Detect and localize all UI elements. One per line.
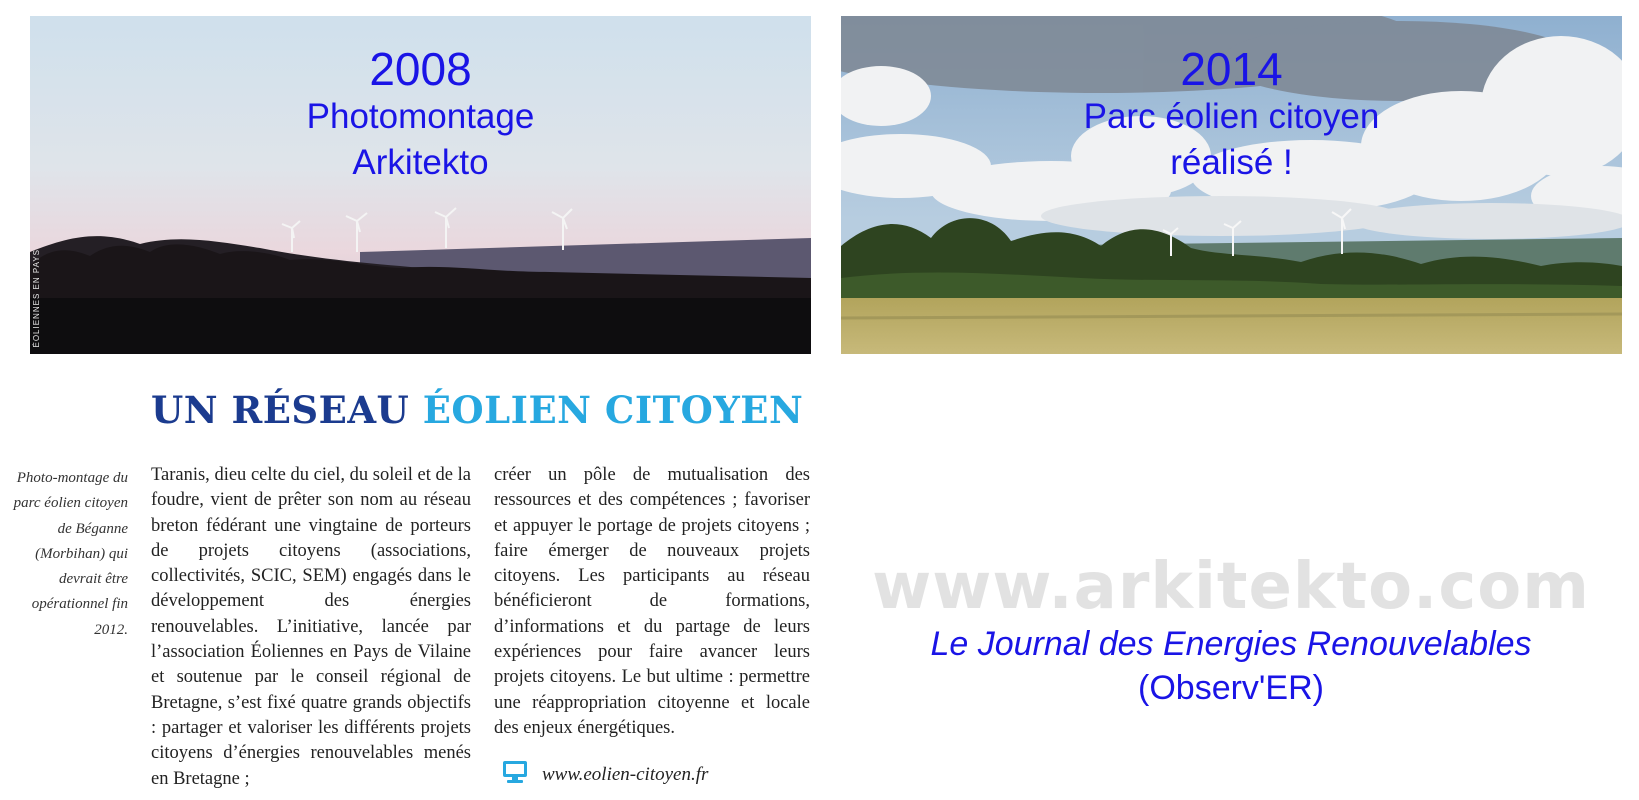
article-url-link[interactable]: www.eolien-citoyen.fr	[542, 763, 709, 785]
photo-2014-title-line2: réalisé !	[1170, 143, 1293, 182]
photo-credit: ÉOLIENNES EN PAYS	[32, 249, 41, 348]
article-weblink[interactable]	[502, 760, 708, 789]
photo-2008-title-overlay	[30, 44, 811, 186]
photo-2008-year: 2008	[369, 43, 472, 95]
photo-2014-year: 2014	[1180, 43, 1283, 95]
photo-2014-image	[841, 16, 1622, 354]
photo-2014-title-line1: Parc éolien citoyen	[1083, 97, 1380, 136]
article-column-2: créer un pôle de mutualisation des ressources et des compétences ; favoriser et appuyer le portage de projets citoyens ; faire émerger de nouveaux projets citoyens. Les participants au réseau bénéficieront de formations, d’informations et du partage de leurs expériences pour faire avancer leurs projets citoyens. Le but ultime : permettre une réappropriation citoyenne et locale des enjeux énergétiques.	[494, 465, 810, 738]
article-column-1: Taranis, dieu celte du ciel, du soleil et de la foudre, vient de prêter son nom au réseau breton fédérant une vingtaine de porteurs de projets citoyens (associations, collectivités, SCIC, SEM) engagés dans le développement des énergies renouvelables. L’initiative, lancée par l’association Éoliennes en Pays de Vilaine et soutenue par le conseil régional de Bretagne, s’est fixé quatre grands objectifs : partager et valoriser les différents projets citoyens d’énergies renouvelables menés en Bretagne ;	[151, 465, 471, 789]
photo-2014-title-overlay	[841, 44, 1622, 186]
journal-name: Le Journal des Energies Renouvelables	[930, 625, 1532, 663]
photo-2008-title-line2: Arkitekto	[352, 143, 489, 182]
computer-icon	[502, 760, 528, 789]
photo-2008-title-line1: Photomontage	[306, 97, 535, 136]
article-headline	[151, 388, 803, 432]
journal-abbreviation: (Observ'ER)	[1138, 669, 1324, 707]
journal-credit	[843, 622, 1619, 710]
photomontage-2008-image	[30, 16, 811, 354]
photo-caption: Photo-montage du parc éolien citoyen de Béganne (Morbihan) qui devrait être opérationnel fin 2012.	[13, 470, 128, 638]
headline-part1: UN RÉSEAU	[151, 388, 410, 432]
website-watermark: www.arkitekto.com	[872, 550, 1590, 624]
headline-part2: ÉOLIEN CITOYEN	[422, 388, 804, 432]
